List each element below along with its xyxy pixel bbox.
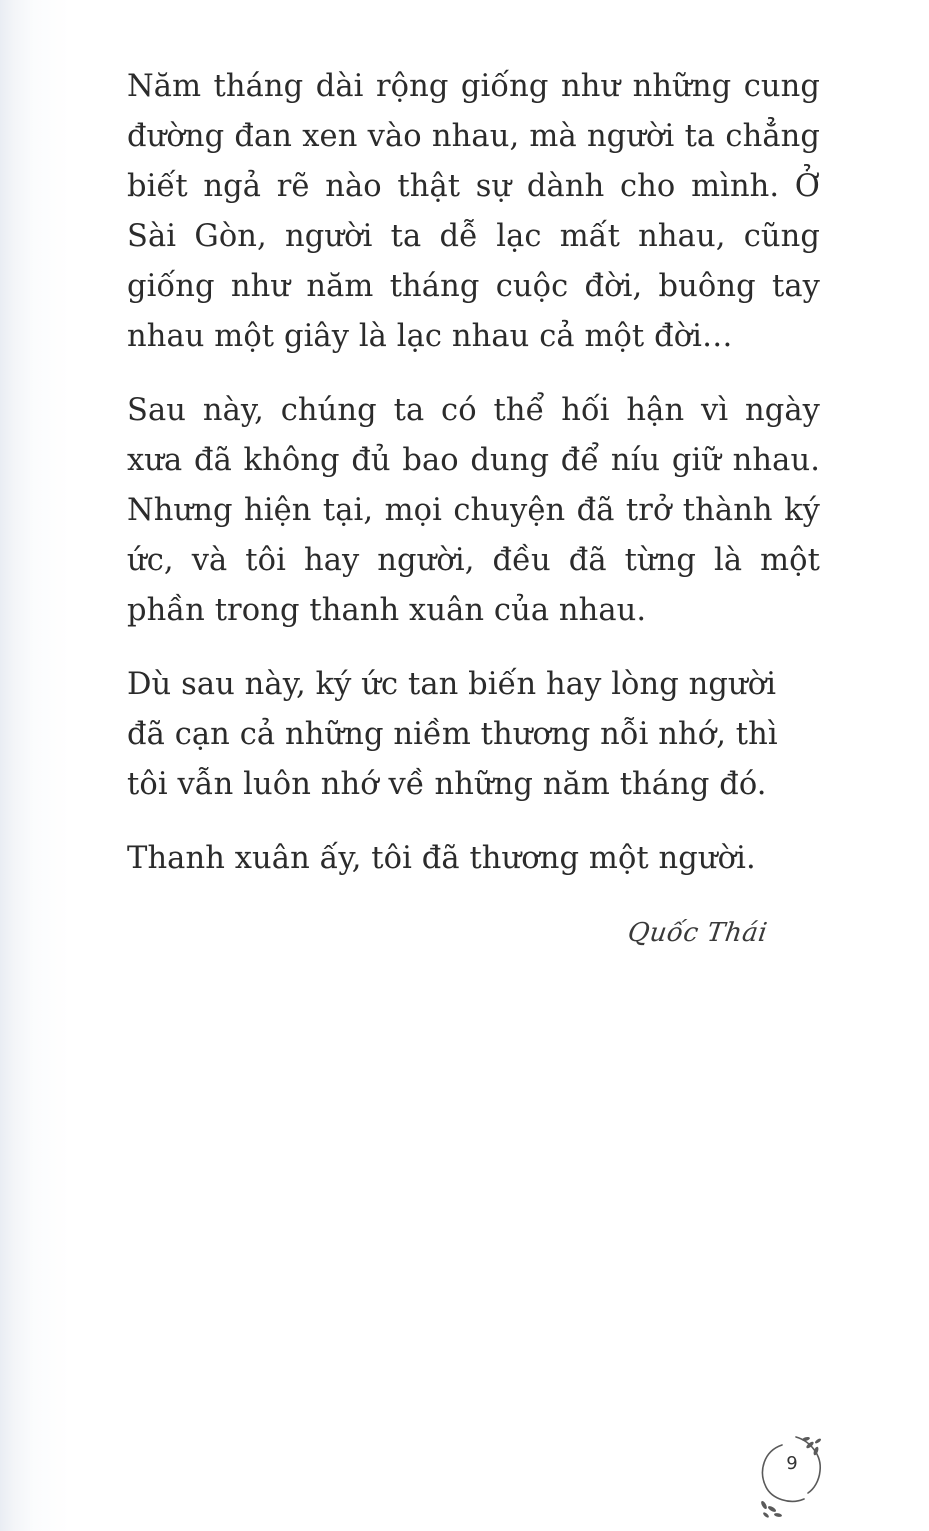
paragraph-1: Năm tháng dài rộng giống như những cung đường đan xen vào nhau, mà người ta chẳng biết ngả rẽ nào thật sự dành cho mình. Ở Sài Gòn, người ta dễ lạc mất nhau, cũng giống như năm tháng cuộc đời, buông tay nhau một giây là lạc nhau cả một đời…: [127, 69, 820, 354]
page-body: [127, 62, 820, 884]
author-signature: Quốc Thái: [625, 918, 770, 948]
paragraph-2: Sau này, chúng ta có thể hối hận vì ngày xưa đã không đủ bao dung để níu giữ nhau. Nhưng hiện tại, mọi chuyện đã trở thành ký ức, và tôi hay người, đều đã từng là một phần trong thanh xuân của nhau.: [127, 393, 820, 628]
page-number: 9: [786, 1453, 798, 1474]
paragraph-4: Thanh xuân ấy, tôi đã thương một người.: [127, 841, 756, 876]
paragraph-3: Dù sau này, ký ức tan biến hay lòng người đã cạn cả những niềm thương nỗi nhớ, thì tôi vẫn luôn nhớ về những năm tháng đó.: [127, 667, 778, 802]
